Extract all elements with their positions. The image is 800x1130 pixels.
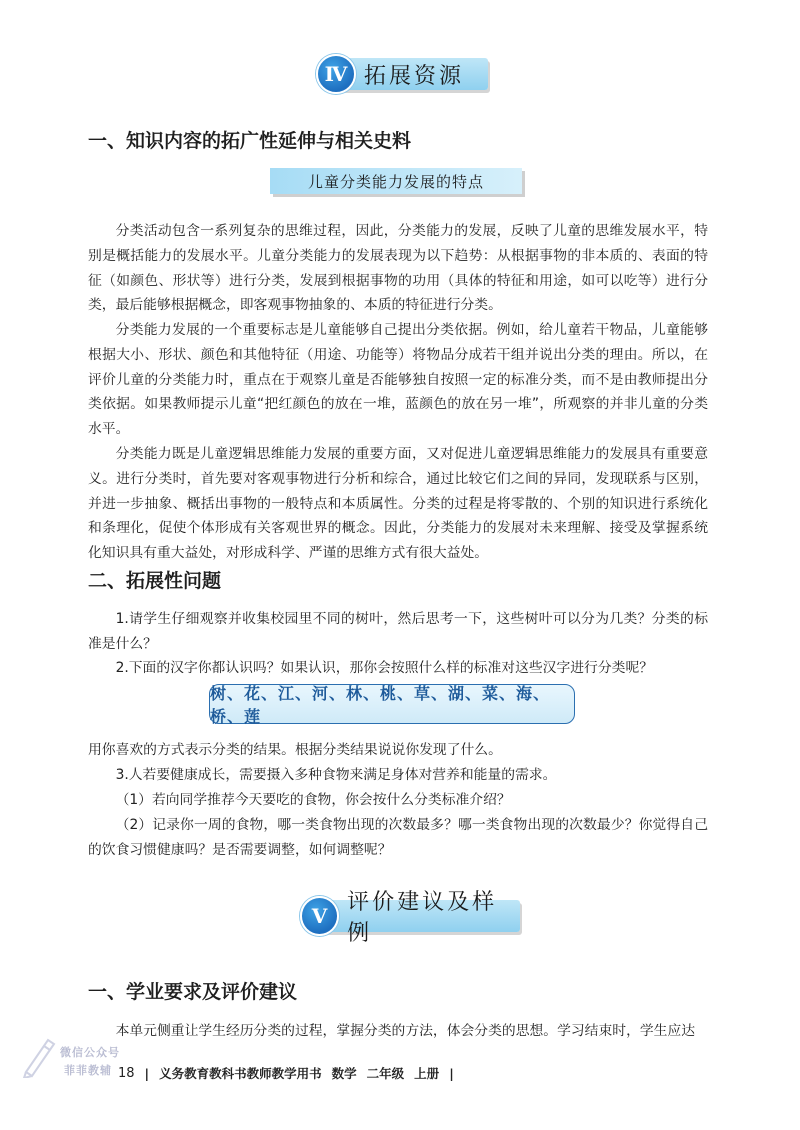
section-banner-iv xyxy=(316,54,486,94)
watermark-line-1: 微信公众号 xyxy=(60,1046,120,1059)
volume: 上册 xyxy=(414,1066,440,1081)
section-banner-v xyxy=(300,890,518,946)
question-3-part-2: （2）记录你一周的食物，哪一类食物出现的次数最多？哪一类食物出现的次数最少？你觉得自己的饮食习惯健康吗？是否需要调整，如何调整呢？ xyxy=(88,817,708,858)
page-footer xyxy=(118,1064,454,1082)
paragraph-1: 分类活动包含一系列复杂的思维过程，因此，分类能力的发展，反映了儿童的思维发展水平，特别是概括能力的发展水平。儿童分类能力的发展表现为以下趋势：从根据事物的非本质的、表面的特征（如颜色、形状等）进行分类，发展到根据事物的功用（具体的特征和用途，如可以吃等）进行分类，最后能够根据概念，即客观事物抽象的、本质的特征进行分类。 xyxy=(88,223,708,314)
question-2: 2.下面的汉字你都认识吗？如果认识，那你会按照什么样的标准对这些汉字进行分类呢？ xyxy=(115,660,654,676)
question-1: 1.请学生仔细观察并收集校园里不同的树叶，然后思考一下，这些树叶可以分为几类？分类的标准是什么？ xyxy=(88,611,708,652)
section-heading-knowledge: 一、知识内容的拓广性延伸与相关史料 xyxy=(88,130,412,152)
paragraph-3: 分类能力既是儿童逻辑思维能力发展的重要方面，又对促进儿童逻辑思维能力的发展具有重要意义。进行分类时，首先要对客观事物进行分析和综合，通过比较它们之间的异同，发现联系与区别，并进一步抽象、概括出事物的一般特点和本质属性。分类的过程是将零散的、个别的知识进行系统化和条理化，促使个体形成有关客观世界的概念。因此，分类能力的发展对未来理解、接受及掌握系统化知识具有重大益处，对形成科学、严谨的思维方式有很大益处。 xyxy=(88,446,708,562)
pencil-icon xyxy=(20,1032,60,1078)
paragraph-2: 分类能力发展的一个重要标志是儿童能够自己提出分类依据。例如，给儿童若干物品，儿童能够根据大小、形状、颜色和其他特征（用途、功能等）将物品分成若干组并说出分类的理由。所以，在评价儿童的分类能力时，重点在于观察儿童是否能够独自按照一定的标准分类，而不是由教师提出分类依据。如果教师提示儿童“把红颜色的放在一堆，蓝颜色的放在另一堆”，所观察的并非儿童的分类水平。 xyxy=(88,322,708,438)
question-3: 3.人若要健康成长，需要摄入多种食物来满足身体对营养和能量的需求。 xyxy=(115,767,557,783)
footer-divider: | xyxy=(144,1065,150,1081)
question-2-follow: 用你喜欢的方式表示分类的结果。根据分类结果说说你发现了什么。 xyxy=(88,742,502,758)
watermark xyxy=(20,1032,130,1082)
footer-end-divider: | xyxy=(449,1065,454,1081)
evaluation-paragraph: 本单元侧重让学生经历分类的过程，掌握分类的方法，体会分类的思想。学习结束时，学生应达 xyxy=(115,1023,696,1039)
chinese-characters-box: 树、花、江、河、林、桃、草、湖、菜、海、桥、莲 xyxy=(209,684,575,724)
roman-numeral-badge: Ⅴ xyxy=(300,896,339,936)
watermark-line-2: 菲菲教辅 xyxy=(64,1064,112,1077)
subtitle-box: 儿童分类能力发展的特点 xyxy=(270,168,522,194)
page-number: 18 xyxy=(118,1065,135,1081)
banner-title: 拓展资源 xyxy=(364,63,465,89)
roman-numeral-badge: Ⅳ xyxy=(316,54,356,94)
grade: 二年级 xyxy=(366,1066,405,1081)
book-title: 义务教育教科书教师教学用书 xyxy=(159,1066,322,1081)
section-heading-questions: 二、拓展性问题 xyxy=(88,570,222,592)
subject: 数学 xyxy=(331,1066,357,1081)
section-heading-evaluation: 一、学业要求及评价建议 xyxy=(88,981,298,1003)
banner-title: 评价建议及样例 xyxy=(347,890,498,946)
question-3-part-1: （1）若向同学推荐今天要吃的食物，你会按什么分类标准介绍？ xyxy=(115,792,511,808)
